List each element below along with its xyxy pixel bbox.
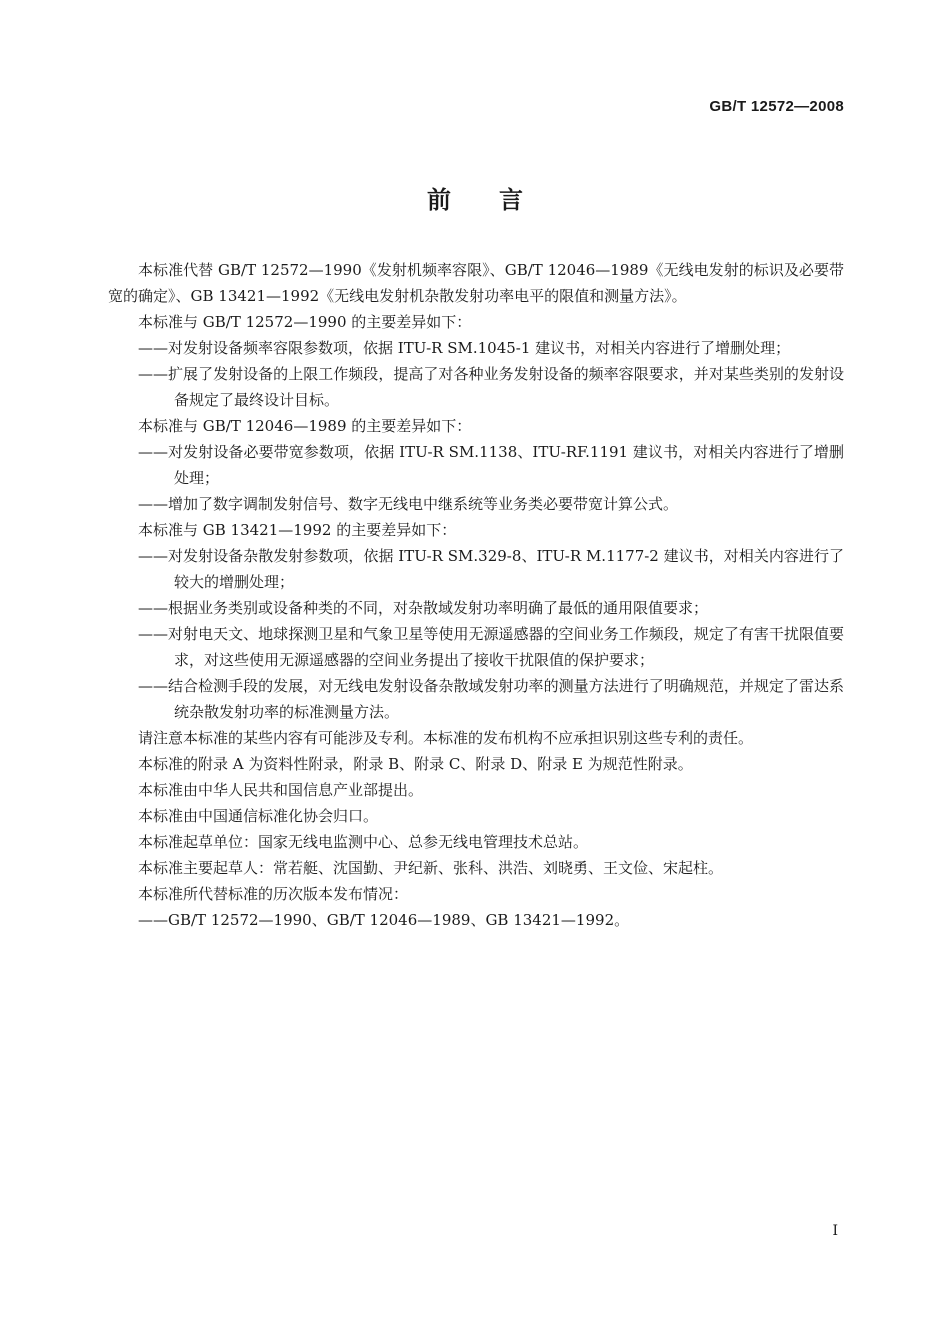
paragraph-1: 本标准代替 GB/T 12572—1990《发射机频率容限》、GB/T 12046—1989《无线电发射的标识及必要带宽的确定》、GB 13421—1992《无线电发射机杂散发射功率电平的限值和测量方法》。 bbox=[108, 261, 844, 305]
foreword-body bbox=[108, 257, 844, 933]
paragraph-8: 本标准与 GB 13421—1992 的主要差异如下： bbox=[138, 521, 457, 539]
list-item: ——GB/T 12572—1990、GB/T 12046—1989、GB 13421—1992。 bbox=[138, 911, 630, 929]
list-item: ——对发射设备频率容限参数项，依据 ITU-R SM.1045-1 建议书，对相关内容进行了增删处理； bbox=[138, 339, 791, 357]
page-number: I bbox=[832, 1223, 838, 1239]
list-item: ——对射电天文、地球探测卫星和气象卫星等使用无源遥感器的空间业务工作频段，规定了有害干扰限值要求，对这些使用无源遥感器的空间业务提出了接收干扰限值的保护要求； bbox=[138, 625, 844, 669]
list-item: ——根据业务类别或设备种类的不同，对杂散域发射功率明确了最低的通用限值要求； bbox=[138, 599, 709, 617]
list-item: ——增加了数字调制发射信号、数字无线电中继系统等业务类必要带宽计算公式。 bbox=[138, 495, 679, 513]
annex-statement: 本标准的附录 A 为资料性附录，附录 B、附录 C、附录 D、附录 E 为规范性附录。 bbox=[138, 755, 693, 773]
drafting-organizations: 本标准起草单位：国家无线电监测中心、总参无线电管理技术总站。 bbox=[138, 833, 589, 851]
paragraph-2: 本标准与 GB/T 12572—1990 的主要差异如下： bbox=[138, 313, 472, 331]
proposer-statement: 本标准由中华人民共和国信息产业部提出。 bbox=[138, 781, 424, 799]
paragraph-5: 本标准与 GB/T 12046—1989 的主要差异如下： bbox=[138, 417, 472, 435]
previous-editions-heading: 本标准所代替标准的历次版本发布情况： bbox=[138, 885, 409, 903]
list-item: ——结合检测手段的发展，对无线电发射设备杂散域发射功率的测量方法进行了明确规范，并规定了雷达系统杂散发射功率的标准测量方法。 bbox=[138, 677, 844, 721]
list-item: ——对发射设备杂散发射参数项，依据 ITU-R SM.329-8、ITU-R M.1177-2 建议书，对相关内容进行了较大的增删处理； bbox=[138, 547, 844, 591]
list-item: ——对发射设备必要带宽参数项，依据 ITU-R SM.1138、ITU-RF.1191 建议书，对相关内容进行了增删处理； bbox=[138, 443, 844, 487]
standard-code: GB/T 12572—2008 bbox=[709, 98, 844, 115]
technical-committee-statement: 本标准由中国通信标准化协会归口。 bbox=[138, 807, 379, 825]
drafters: 本标准主要起草人：常若艇、沈国勤、尹纪新、张科、洪浩、刘晓勇、王文俭、宋起柱。 bbox=[138, 859, 724, 877]
patent-notice: 请注意本标准的某些内容有可能涉及专利。本标准的发布机构不应承担识别这些专利的责任。 bbox=[138, 729, 754, 747]
list-item: ——扩展了发射设备的上限工作频段，提高了对各种业务发射设备的频率容限要求，并对某些类别的发射设备规定了最终设计目标。 bbox=[138, 365, 844, 409]
page-title: 前言 bbox=[427, 186, 571, 214]
